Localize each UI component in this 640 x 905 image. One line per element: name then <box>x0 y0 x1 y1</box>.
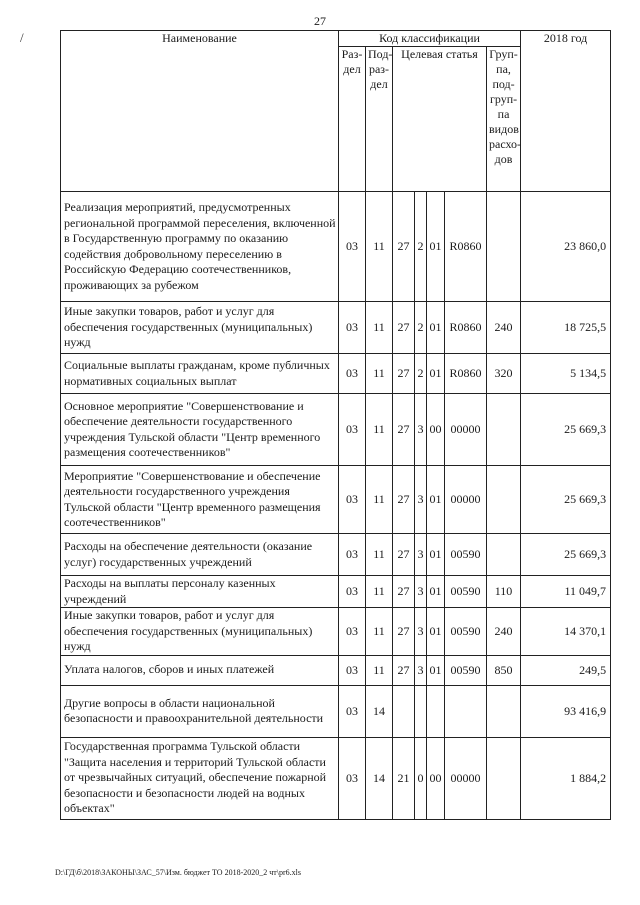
row-target-program: 27 <box>393 302 415 354</box>
row-amount: 18 725,5 <box>521 302 611 354</box>
row-section: 03 <box>339 534 366 576</box>
row-target-event <box>427 685 445 737</box>
row-amount: 25 669,3 <box>521 394 611 466</box>
row-target-program <box>393 685 415 737</box>
row-subsection: 14 <box>366 737 393 819</box>
row-target-program: 27 <box>393 576 415 608</box>
margin-mark: / <box>20 30 24 45</box>
row-subsection: 11 <box>366 192 393 302</box>
row-expense-type: 320 <box>487 354 521 394</box>
row-section: 03 <box>339 608 366 656</box>
row-name: Основное мероприятие "Совершенствование и обеспечение деятельности государственного учреждения Тульской области "Центр временного размещения соотечественников" <box>61 394 339 466</box>
row-amount: 14 370,1 <box>521 608 611 656</box>
row-target-program: 27 <box>393 394 415 466</box>
row-target-direction: 00000 <box>445 466 487 534</box>
row-expense-type <box>487 534 521 576</box>
row-expense-type: 850 <box>487 655 521 685</box>
row-target-direction: 00590 <box>445 655 487 685</box>
row-amount: 25 669,3 <box>521 466 611 534</box>
row-subsection: 11 <box>366 576 393 608</box>
row-amount: 23 860,0 <box>521 192 611 302</box>
row-section: 03 <box>339 466 366 534</box>
row-subsection: 11 <box>366 608 393 656</box>
row-section: 03 <box>339 302 366 354</box>
row-target-event: 01 <box>427 534 445 576</box>
row-expense-type: 110 <box>487 576 521 608</box>
row-subsection: 11 <box>366 534 393 576</box>
row-target-direction: 00590 <box>445 534 487 576</box>
row-target-subprogram: 3 <box>415 608 427 656</box>
table-row <box>61 685 611 737</box>
row-name: Другие вопросы в области национальной безопасности и правоохранительной деятельности <box>61 685 339 737</box>
row-amount: 249,5 <box>521 655 611 685</box>
table-row <box>61 576 611 608</box>
row-target-subprogram: 3 <box>415 534 427 576</box>
header-target: Целевая статья <box>393 47 487 192</box>
table-row <box>61 192 611 302</box>
row-target-subprogram: 3 <box>415 466 427 534</box>
row-target-subprogram: 3 <box>415 655 427 685</box>
row-target-subprogram: 3 <box>415 576 427 608</box>
row-name: Иные закупки товаров, работ и услуг для обеспечения государственных (муниципальных) нужд <box>61 302 339 354</box>
row-target-direction: R0860 <box>445 354 487 394</box>
table-row <box>61 394 611 466</box>
row-target-direction: R0860 <box>445 192 487 302</box>
row-target-subprogram: 2 <box>415 302 427 354</box>
row-amount: 25 669,3 <box>521 534 611 576</box>
row-target-program: 27 <box>393 534 415 576</box>
table-row <box>61 354 611 394</box>
row-subsection: 11 <box>366 394 393 466</box>
row-target-direction <box>445 685 487 737</box>
row-expense-type <box>487 737 521 819</box>
row-target-program: 27 <box>393 608 415 656</box>
table-row <box>61 534 611 576</box>
row-target-event: 01 <box>427 655 445 685</box>
row-name: Реализация мероприятий, предусмотренных региональной программой переселения, включенной в Государственную программу по оказанию содействия добровольному переселению в Российскую Федерацию соотечественников, проживающих за рубежом <box>61 192 339 302</box>
header-subsection: Под- раз- дел <box>366 47 393 192</box>
row-expense-type: 240 <box>487 302 521 354</box>
row-target-direction: 00590 <box>445 608 487 656</box>
row-target-event: 00 <box>427 394 445 466</box>
row-target-subprogram <box>415 685 427 737</box>
table-row <box>61 302 611 354</box>
row-section: 03 <box>339 394 366 466</box>
row-name: Государственная программа Тульской области "Защита населения и территорий Тульской области от чрезвычайных ситуаций, обеспечение пожарной безопасности и безопасности людей на водных объектах" <box>61 737 339 819</box>
row-target-event: 01 <box>427 608 445 656</box>
row-expense-type <box>487 466 521 534</box>
row-subsection: 14 <box>366 685 393 737</box>
header-name: Наименование <box>61 31 339 192</box>
row-target-event: 01 <box>427 576 445 608</box>
row-subsection: 11 <box>366 354 393 394</box>
row-amount: 5 134,5 <box>521 354 611 394</box>
row-section: 03 <box>339 737 366 819</box>
row-target-subprogram: 2 <box>415 192 427 302</box>
row-target-subprogram: 0 <box>415 737 427 819</box>
row-target-program: 27 <box>393 354 415 394</box>
row-target-event: 00 <box>427 737 445 819</box>
row-target-direction: 00000 <box>445 737 487 819</box>
row-target-event: 01 <box>427 302 445 354</box>
row-section: 03 <box>339 655 366 685</box>
table-row <box>61 466 611 534</box>
row-target-direction: 00000 <box>445 394 487 466</box>
row-subsection: 11 <box>366 466 393 534</box>
row-name: Мероприятие "Совершенствование и обеспечение деятельности государственного учреждения Тульской области "Центр временного размещения соотечественников" <box>61 466 339 534</box>
row-target-event: 01 <box>427 192 445 302</box>
file-path-footer: D:\ГД\б\2018\ЗАКОНЫ\ЗАС_57\Изм. бюджет ТО 2018-2020_2 чт\pr6.xls <box>55 868 301 877</box>
row-name: Иные закупки товаров, работ и услуг для обеспечения государственных (муниципальных) нужд <box>61 608 339 656</box>
row-amount: 93 416,9 <box>521 685 611 737</box>
header-year: 2018 год <box>521 31 611 192</box>
budget-table <box>60 30 611 820</box>
row-target-program: 27 <box>393 655 415 685</box>
row-subsection: 11 <box>366 302 393 354</box>
row-section: 03 <box>339 354 366 394</box>
row-name: Расходы на обеспечение деятельности (оказание услуг) государственных учреждений <box>61 534 339 576</box>
row-expense-type <box>487 394 521 466</box>
header-section: Раз- дел <box>339 47 366 192</box>
row-target-event: 01 <box>427 466 445 534</box>
row-target-event: 01 <box>427 354 445 394</box>
row-name: Социальные выплаты гражданам, кроме публичных нормативных социальных выплат <box>61 354 339 394</box>
row-section: 03 <box>339 192 366 302</box>
row-name: Расходы на выплаты персоналу казенных учреждений <box>61 576 339 608</box>
table-row <box>61 737 611 819</box>
table-row <box>61 655 611 685</box>
row-expense-type: 240 <box>487 608 521 656</box>
row-target-direction: R0860 <box>445 302 487 354</box>
row-name: Уплата налогов, сборов и иных платежей <box>61 655 339 685</box>
page-number: 27 <box>314 14 326 28</box>
row-section: 03 <box>339 685 366 737</box>
row-subsection: 11 <box>366 655 393 685</box>
table-row <box>61 608 611 656</box>
row-target-subprogram: 2 <box>415 354 427 394</box>
row-target-program: 21 <box>393 737 415 819</box>
row-target-subprogram: 3 <box>415 394 427 466</box>
row-expense-type <box>487 192 521 302</box>
header-group: Груп- па, под- груп- па видов расхо- дов <box>487 47 521 192</box>
header-classification: Код классификации <box>339 31 521 47</box>
row-amount: 11 049,7 <box>521 576 611 608</box>
row-target-program: 27 <box>393 466 415 534</box>
row-section: 03 <box>339 576 366 608</box>
row-target-direction: 00590 <box>445 576 487 608</box>
row-expense-type <box>487 685 521 737</box>
row-amount: 1 884,2 <box>521 737 611 819</box>
row-target-program: 27 <box>393 192 415 302</box>
